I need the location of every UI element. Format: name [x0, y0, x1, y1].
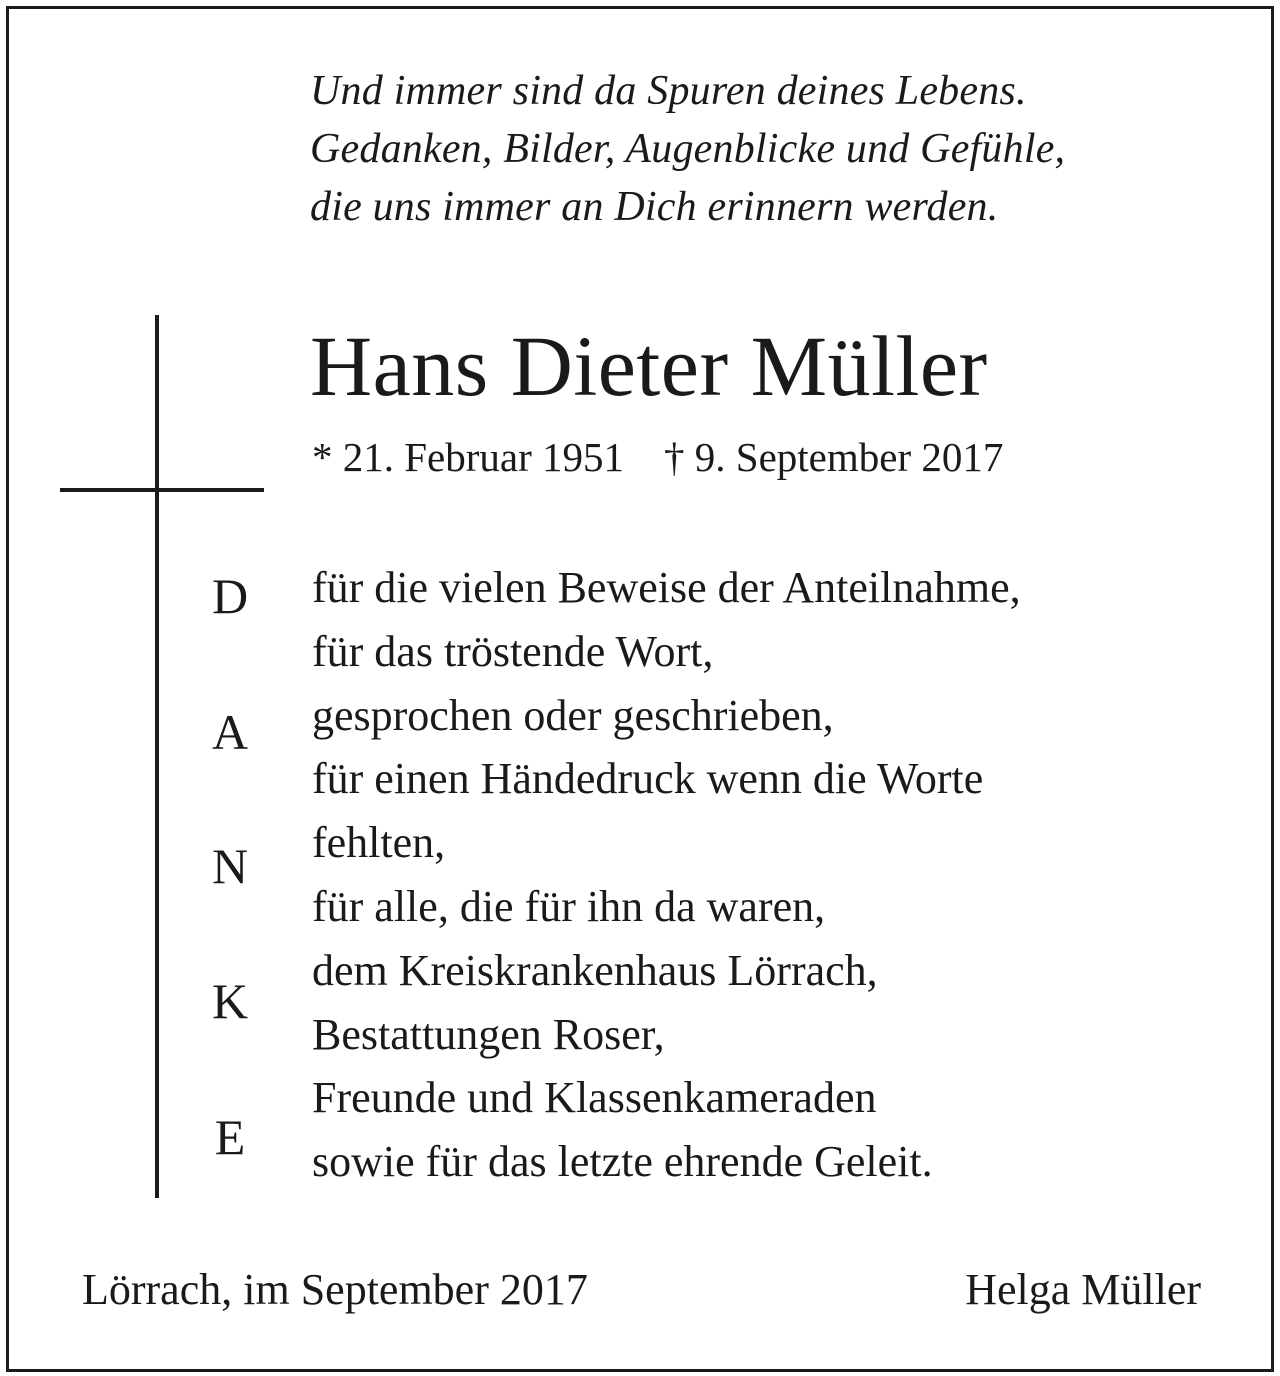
thanks-line: für das tröstende Wort,	[312, 626, 714, 676]
motto-line: die uns immer an Dich erinnern werden.	[310, 184, 999, 230]
motto-verse	[310, 62, 1260, 236]
motto-line: Und immer sind da Spuren deines Lebens.	[310, 68, 1027, 114]
motto-line: Gedanken, Bilder, Augenblicke und Gefühle,	[310, 126, 1066, 172]
death-date: † 9. September 2017	[664, 434, 1004, 480]
birth-date: * 21. Februar 1951	[312, 434, 625, 480]
cross-icon-vertical-bar	[155, 315, 159, 1198]
deceased-name: Hans Dieter Müller	[310, 318, 988, 414]
life-dates	[312, 432, 1003, 482]
thanks-line: Freunde und Klassenkameraden	[312, 1073, 877, 1123]
signature: Helga Müller	[965, 1265, 1201, 1314]
thanks-line: für einen Händedruck wenn die Worte	[312, 754, 984, 804]
thanks-line: fehlten,	[312, 818, 446, 868]
place-and-date: Lörrach, im September 2017	[82, 1265, 588, 1314]
thanks-line: für die vielen Beweise der Anteilnahme,	[312, 563, 1021, 612]
thanks-line: für alle, die für ihn da waren,	[312, 881, 826, 931]
cross-icon-horizontal-bar	[60, 488, 264, 492]
danke-letter-k: K	[211, 973, 249, 1029]
thanks-line: Bestattungen Roser,	[312, 1009, 665, 1059]
thanks-line: sowie für das letzte ehrende Geleit.	[312, 1137, 933, 1187]
thanks-text	[312, 556, 1262, 1194]
danke-letter-n: N	[211, 838, 249, 894]
thanks-line: gesprochen oder geschrieben,	[312, 690, 834, 740]
danke-letter-d: D	[211, 568, 249, 624]
danke-letter-e: E	[214, 1109, 246, 1165]
thanks-line: dem Kreiskrankenhaus Lörrach,	[312, 945, 878, 995]
danke-letter-a: A	[211, 704, 249, 760]
